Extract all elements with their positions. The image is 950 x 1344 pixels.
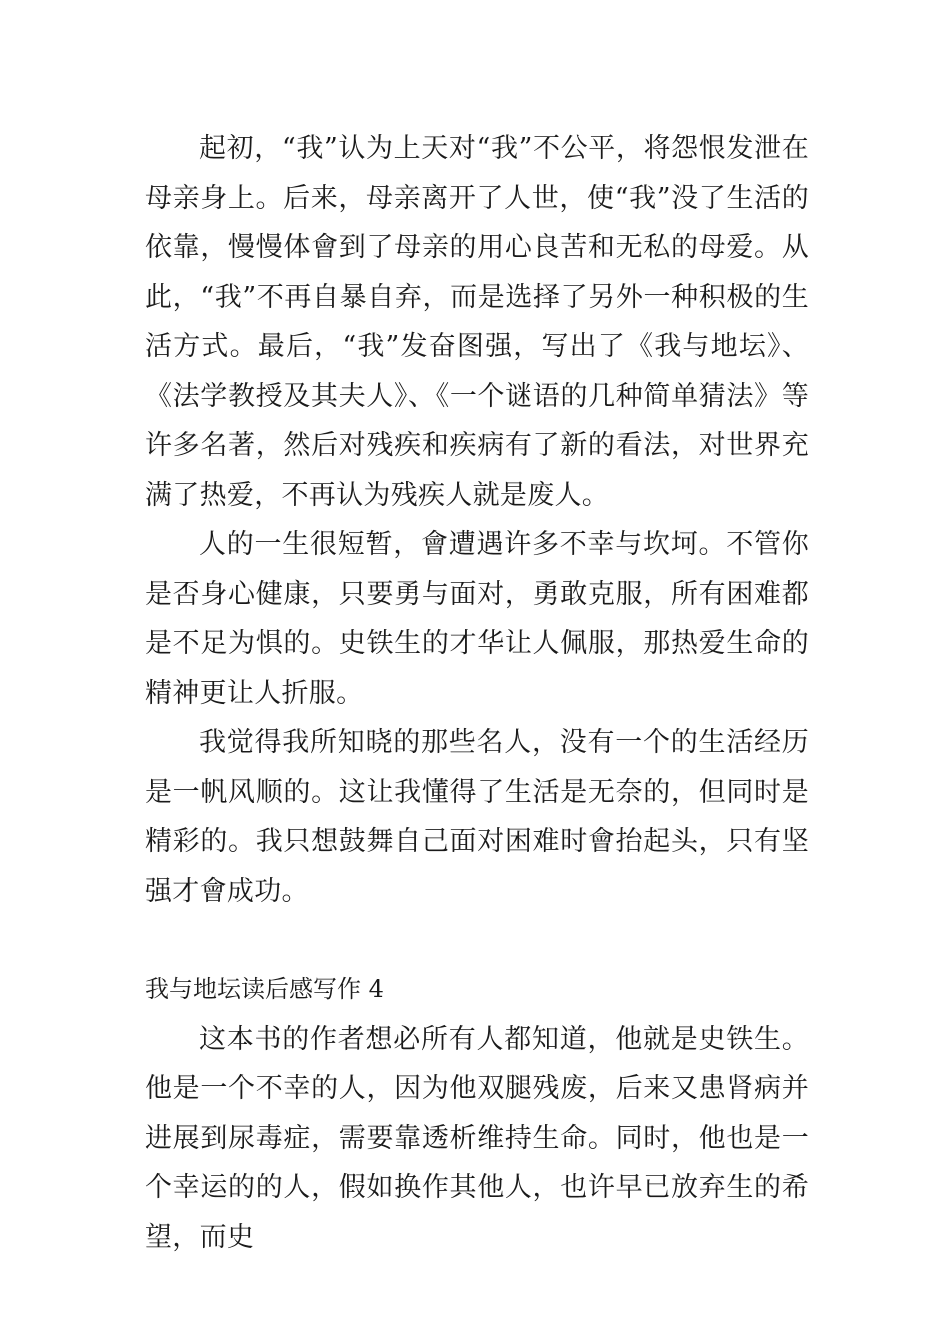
paragraph-life-short: 人的一生很短暂，會遭遇许多不幸与坎坷。不管你是否身心健康，只要勇与面对，勇敢克服，所有困难都是不足为惧的。史铁生的才华让人佩服，那热爱生命的精神更让人折服。 [145,529,809,709]
paragraph-author-intro: 这本书的作者想必所有人都知道，他就是史铁生。他是一个不幸的人，因为他双腿残废，后来又患肾病并进展到尿毒症，需要靠透析维持生命。同时，他也是一个幸运的的人，假如换作其他人，也许早已放弃生的希望，而史 [145,1023,809,1253]
section-title: 我与地坛读后感写作 4 [145,975,384,1003]
paragraph-famous-people: 我觉得我所知晓的那些名人，没有一个的生活经历是一帆风顺的。这让我懂得了生活是无奈的，但同时是精彩的。我只想鼓舞自己面对困难时會抬起头，只有坚强才會成功。 [145,727,809,907]
paragraph-mother-love: 起初，“我”认为上天对“我”不公平，将怨恨发泄在母亲身上。后来，母亲离开了人世，使“我”没了生活的依靠，慢慢体會到了母亲的用心良苦和无私的母爱。从此，“我”不再自暴自弃，而是选择了另外一种积极的生活方式。最后，“我”发奋图强，写出了《我与地坛》、《法学教授及其夫人》、《一个谜语的几种简单猜法》等许多名著，然后对残疾和疾病有了新的看法，对世界充满了热爱，不再认为残疾人就是废人。 [145,133,809,511]
section-spacer [145,916,809,965]
document-page [145,124,809,1262]
